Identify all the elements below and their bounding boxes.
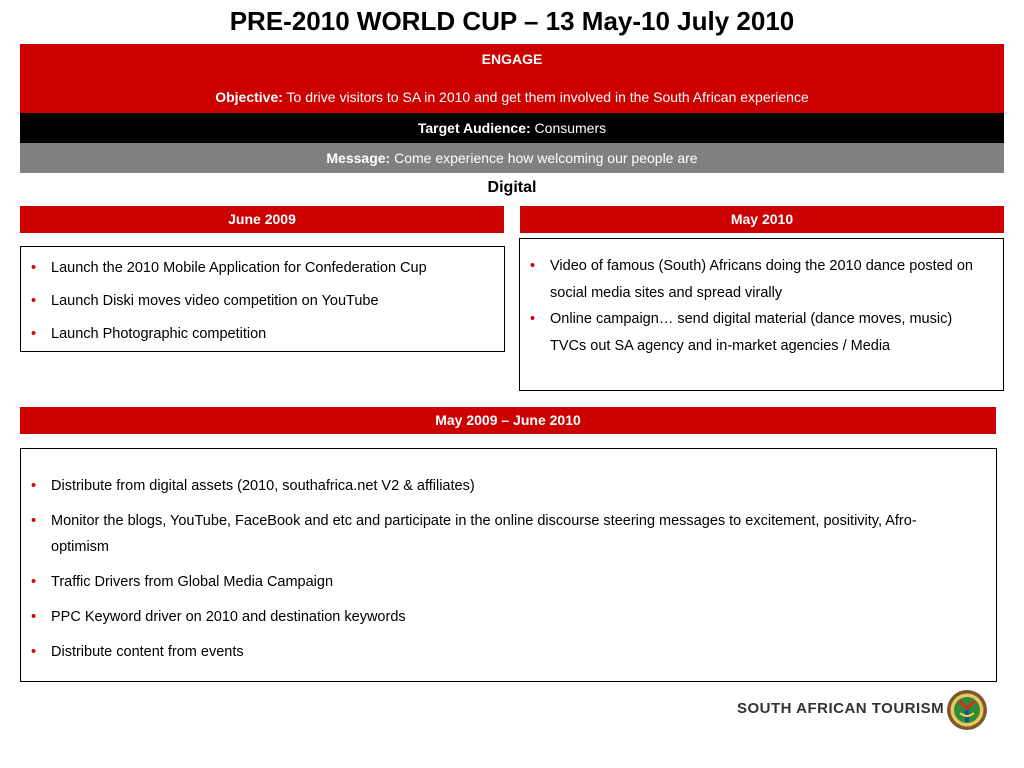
target-audience-bar [20, 113, 1004, 143]
page-title: PRE-2010 WORLD CUP – 13 May-10 July 2010 [229, 6, 795, 36]
section-title: Digital [487, 179, 537, 196]
objective-line [20, 89, 1004, 105]
list-item: • Traffic Drivers from Global Media Campaign [21, 569, 966, 595]
list-item: • Launch the 2010 Mobile Application for Confederation Cup [21, 258, 504, 278]
left-column-box [20, 246, 505, 352]
right-column-box [519, 238, 1004, 391]
list-item: • Distribute content from events [21, 639, 966, 665]
right-column-list [520, 253, 983, 359]
message-bar [20, 143, 1004, 173]
list-item: • Launch Diski moves video competition on YouTube [21, 291, 504, 311]
bottom-section-list [21, 473, 966, 665]
bottom-section-header: May 2009 – June 2010 [20, 407, 996, 434]
left-column-list [21, 258, 504, 344]
left-column-header: June 2009 [20, 206, 504, 233]
list-item: • Distribute from digital assets (2010, southafrica.net V2 & affiliates) [21, 473, 966, 499]
brand-wordmark: SOUTH AFRICAN TOURISM [737, 700, 945, 717]
list-item: • Video of famous (South) Africans doing the 2010 dance posted on social media sites and spread virally [520, 253, 983, 306]
audience-label: Target Audience: [417, 120, 531, 136]
bottom-section-box [20, 448, 997, 682]
engage-banner [20, 44, 1004, 113]
list-item: • Online campaign… send digital material (dance moves, music) TVCs out SA agency and in-market agencies / Media [520, 306, 983, 359]
list-item: • Monitor the blogs, YouTube, FaceBook and etc and participate in the online discourse steering messages to excitement, positivity, Afro-optimism [21, 508, 966, 560]
south-african-tourism-emblem-icon [946, 689, 988, 731]
message-text: Come experience how welcoming our people are [390, 150, 698, 166]
engage-label: ENGAGE [481, 51, 543, 67]
list-item: • PPC Keyword driver on 2010 and destination keywords [21, 604, 966, 630]
objective-text: To drive visitors to SA in 2010 and get them involved in the South African experience [282, 89, 809, 105]
right-column-header: May 2010 [520, 206, 1004, 233]
message-label: Message: [326, 150, 391, 166]
objective-label: Objective: [215, 89, 283, 105]
audience-text: Consumers [530, 120, 607, 136]
list-item: • Launch Photographic competition [21, 324, 504, 344]
